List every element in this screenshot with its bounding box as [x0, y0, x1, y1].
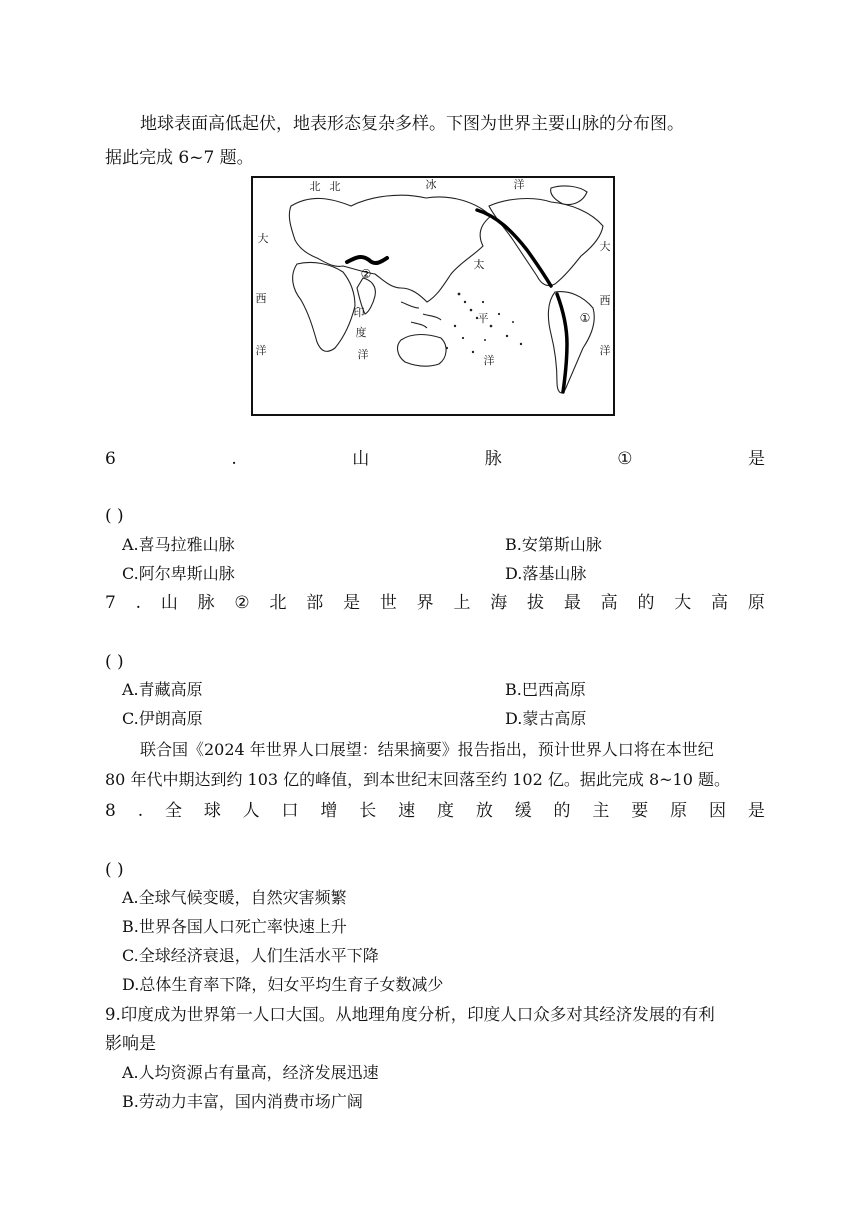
q7-stem-char: 山 — [160, 593, 178, 613]
map-frame — [252, 177, 614, 415]
q8-stem-char: 口 — [281, 801, 299, 821]
q6-stem-char: 是 — [747, 449, 765, 469]
q8-stem-char: 度 — [436, 801, 454, 821]
world-mountain-map — [251, 176, 615, 416]
q7-stem-char: 界 — [416, 593, 434, 613]
q8-stem-char: 球 — [203, 801, 221, 821]
q8-stem-char: 主 — [592, 801, 610, 821]
q8-stem-char: . — [137, 801, 144, 821]
q8-stem-char: 人 — [242, 801, 260, 821]
map-label-xi-right: 西 — [599, 294, 611, 307]
q8-stem-char: 速 — [398, 801, 416, 821]
map-label-da-left: 大 — [257, 232, 269, 245]
marker-2-label: ② — [360, 267, 372, 281]
q7-stem-char: 海 — [490, 593, 508, 613]
q8-stem-char: 原 — [670, 801, 688, 821]
q8-stem-char: 是 — [747, 801, 765, 821]
q7-stem-char: 北 — [269, 593, 287, 613]
map-label-ice: 冰 — [425, 178, 437, 191]
q6-option-a[interactable]: A.喜马拉雅山脉 — [122, 535, 235, 554]
q8-stem-char: 缓 — [514, 801, 532, 821]
q7-answer-paren: ( ) — [105, 652, 124, 672]
q9-option-b[interactable]: B.劳动力丰富，国内消费市场广阔 — [122, 1092, 363, 1111]
q7-option-d[interactable]: D.蒙古高原 — [505, 709, 587, 728]
q8-stem-char: 长 — [359, 801, 377, 821]
q6-stem-char: 6 — [105, 449, 116, 469]
q7-stem-char: 拔 — [527, 593, 545, 613]
q8-stem-char: 8 — [105, 801, 116, 821]
map-label-yang-right: 洋 — [599, 344, 611, 357]
q9-option-a[interactable]: A.人均资源占有量高，经济发展迅速 — [122, 1063, 379, 1082]
q8-stem-char: 要 — [631, 801, 649, 821]
q8-stem-char: 全 — [164, 801, 182, 821]
map-label-yang-top: 洋 — [513, 178, 525, 191]
q8-stem-char: 的 — [553, 801, 571, 821]
map-label-ping: 平 — [477, 312, 489, 325]
marker-1-label: ① — [579, 311, 591, 325]
map-label-yang-indian: 洋 — [357, 348, 369, 361]
q7-stem-char: . — [135, 593, 142, 613]
q8-option-b[interactable]: B.世界各国人口死亡率快速上升 — [122, 917, 347, 936]
map-label-da-right: 大 — [599, 240, 611, 253]
map-label-yin: 印 — [353, 306, 365, 319]
q8-option-c[interactable]: C.全球经济衰退，人们生活水平下降 — [122, 946, 379, 965]
q7-stem-char: 7 — [105, 593, 116, 613]
q8-stem-char: 增 — [320, 801, 338, 821]
map-label-north: 北 — [309, 180, 321, 193]
q7-stem-char: ② — [234, 593, 250, 613]
q6-stem-char: ① — [617, 449, 633, 469]
q8-option-a[interactable]: A.全球气候变暖，自然灾害频繁 — [122, 888, 347, 907]
q6-option-b[interactable]: B.安第斯山脉 — [505, 535, 602, 554]
q7-stem-char: 最 — [563, 593, 581, 613]
question-9-stem-line-2: 影响是 — [105, 1034, 156, 1054]
q7-stem-char: 高 — [711, 593, 729, 613]
q7-stem-char: 世 — [379, 593, 397, 613]
q6-option-d[interactable]: D.落基山脉 — [505, 564, 587, 583]
q7-stem-char: 高 — [600, 593, 618, 613]
q7-stem-char: 的 — [637, 593, 655, 613]
map-label-north-2: 北 — [329, 180, 341, 193]
q7-stem-char: 脉 — [197, 593, 215, 613]
question-9-stem-line-1: 9.印度成为世界第一人口大国。从地理角度分析，印度人口众多对其经济发展的有利 — [105, 1005, 715, 1024]
q8-stem-char: 放 — [475, 801, 493, 821]
intro2-line-1: 联合国《2024 年世界人口展望：结果摘要》报告指出，预计世界人口将在本世纪 — [140, 740, 714, 759]
map-label-yang-pacific: 洋 — [483, 354, 495, 367]
question-7-stem — [105, 591, 765, 615]
q7-stem-char: 部 — [306, 593, 324, 613]
q6-option-c[interactable]: C.阿尔卑斯山脉 — [122, 564, 235, 583]
map-label-yang-left: 洋 — [255, 344, 267, 357]
q7-option-c[interactable]: C.伊朗高原 — [122, 709, 203, 728]
q7-stem-char: 大 — [674, 593, 692, 613]
map-label-xi-left: 西 — [255, 292, 267, 305]
q6-stem-char: 脉 — [484, 449, 502, 469]
q7-stem-char: 原 — [747, 593, 765, 613]
q8-answer-paren: ( ) — [105, 860, 124, 880]
q8-stem-char: 因 — [708, 801, 726, 821]
map-label-du: 度 — [355, 326, 367, 339]
question-8-stem — [105, 799, 765, 823]
q6-stem-char: . — [231, 449, 237, 469]
intro-paragraph-line-2: 据此完成 6~7 题。 — [105, 148, 254, 168]
intro-paragraph-line-1: 地球表面高低起伏，地表形态复杂多样。下图为世界主要山脉的分布图。 — [140, 114, 684, 134]
q7-option-b[interactable]: B.巴西高原 — [505, 680, 586, 699]
q7-stem-char: 上 — [453, 593, 471, 613]
q8-option-d[interactable]: D.总体生育率下降，妇女平均生育子女数减少 — [122, 975, 444, 994]
q6-stem-char: 山 — [352, 449, 370, 469]
map-label-tai: 太 — [473, 258, 485, 271]
q6-answer-paren: ( ) — [105, 506, 124, 526]
q7-stem-char: 是 — [343, 593, 361, 613]
question-6-stem — [105, 447, 765, 471]
intro2-line-2: 80 年代中期达到约 103 亿的峰值，到本世纪末回落至约 102 亿。据此完成 8~10 题。 — [105, 770, 730, 789]
q7-option-a[interactable]: A.青藏高原 — [122, 680, 203, 699]
